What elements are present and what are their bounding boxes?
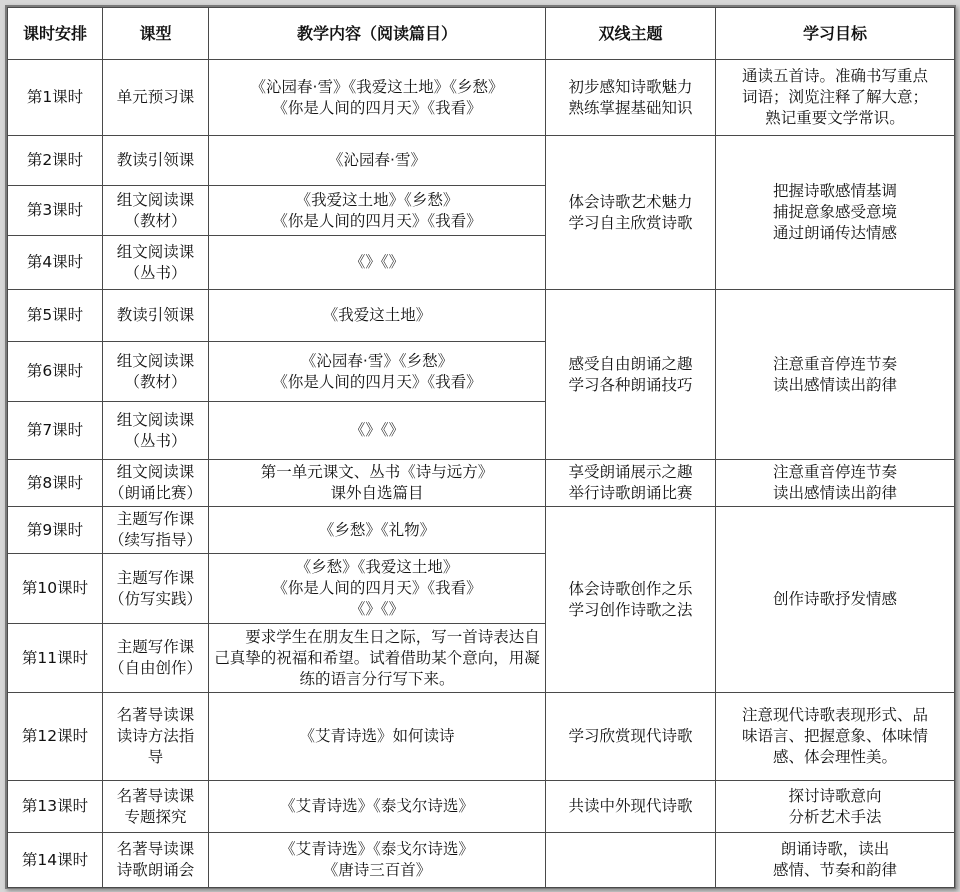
cell-type: 主题写作课 （自由创作） [103, 624, 209, 693]
table-row [8, 507, 955, 554]
cell-type: 名著导读课 诗歌朗诵会 [103, 833, 209, 888]
cell-goal: 注意现代诗歌表现形式、品 味语言、把握意象、体味情 感、体会理性美。 [716, 693, 955, 781]
cell-type: 名著导读课 读诗方法指 导 [103, 693, 209, 781]
header-goal: 学习目标 [716, 8, 955, 60]
cell-period: 第14课时 [8, 833, 103, 888]
cell-type: 组文阅读课 （教材） [103, 342, 209, 402]
cell-period: 第13课时 [8, 781, 103, 833]
lesson-plan-table-frame [5, 5, 956, 889]
table-row [8, 60, 955, 136]
cell-content: 《沁园春·雪》 [209, 136, 546, 186]
cell-theme [546, 833, 716, 888]
cell-period: 第3课时 [8, 186, 103, 236]
cell-goal: 注意重音停连节奏 读出感情读出韵律 [716, 460, 955, 507]
cell-content: 《乡愁》《我爱这土地》 《你是人间的四月天》《我看》 《》《》 [209, 554, 546, 624]
cell-theme: 感受自由朗诵之趣 学习各种朗诵技巧 [546, 290, 716, 460]
cell-content: 《我爱这土地》 [209, 290, 546, 342]
cell-theme: 共读中外现代诗歌 [546, 781, 716, 833]
cell-theme: 享受朗诵展示之趣 举行诗歌朗诵比赛 [546, 460, 716, 507]
cell-content: 《艾青诗选》《泰戈尔诗选》 《唐诗三百首》 [209, 833, 546, 888]
cell-content: 《艾青诗选》《泰戈尔诗选》 [209, 781, 546, 833]
cell-period: 第5课时 [8, 290, 103, 342]
cell-type: 名著导读课 专题探究 [103, 781, 209, 833]
cell-content: 《》《》 [209, 236, 546, 290]
cell-content: 要求学生在朋友生日之际，写一首诗表达自己真挚的祝福和希望。试着借助某个意向，用凝练的语言分行写下来。 [209, 624, 546, 693]
cell-content: 《我爱这土地》《乡愁》 《你是人间的四月天》《我看》 [209, 186, 546, 236]
header-type: 课型 [103, 8, 209, 60]
header-theme: 双线主题 [546, 8, 716, 60]
cell-period: 第11课时 [8, 624, 103, 693]
cell-period: 第9课时 [8, 507, 103, 554]
cell-theme: 学习欣赏现代诗歌 [546, 693, 716, 781]
lesson-plan-table [7, 7, 955, 888]
cell-content: 第一单元课文、丛书《诗与远方》 课外自选篇目 [209, 460, 546, 507]
cell-period: 第10课时 [8, 554, 103, 624]
cell-goal: 注意重音停连节奏 读出感情读出韵律 [716, 290, 955, 460]
table-row [8, 290, 955, 342]
cell-period: 第1课时 [8, 60, 103, 136]
cell-content: 《》《》 [209, 402, 546, 460]
cell-goal: 通读五首诗。准确书写重点 词语；浏览注释了解大意； 熟记重要文学常识。 [716, 60, 955, 136]
cell-period: 第12课时 [8, 693, 103, 781]
cell-period: 第8课时 [8, 460, 103, 507]
cell-period: 第6课时 [8, 342, 103, 402]
cell-goal: 创作诗歌抒发情感 [716, 507, 955, 693]
table-row [8, 693, 955, 781]
cell-period: 第2课时 [8, 136, 103, 186]
cell-content: 《沁园春·雪》《乡愁》 《你是人间的四月天》《我看》 [209, 342, 546, 402]
cell-type: 教读引领课 [103, 290, 209, 342]
cell-goal: 朗诵诗歌，读出 感情、节奏和韵律 [716, 833, 955, 888]
cell-content: 《乡愁》《礼物》 [209, 507, 546, 554]
table-row [8, 781, 955, 833]
cell-type: 组文阅读课 （朗诵比赛） [103, 460, 209, 507]
cell-type: 组文阅读课 （丛书） [103, 402, 209, 460]
cell-theme: 体会诗歌创作之乐 学习创作诗歌之法 [546, 507, 716, 693]
table-row [8, 136, 955, 186]
cell-goal: 探讨诗歌意向 分析艺术手法 [716, 781, 955, 833]
header-content: 教学内容（阅读篇目） [209, 8, 546, 60]
cell-type: 主题写作课 （仿写实践） [103, 554, 209, 624]
cell-theme: 体会诗歌艺术魅力 学习自主欣赏诗歌 [546, 136, 716, 290]
cell-type: 教读引领课 [103, 136, 209, 186]
cell-content: 《沁园春·雪》《我爱这土地》《乡愁》 《你是人间的四月天》《我看》 [209, 60, 546, 136]
table-row [8, 460, 955, 507]
cell-type: 单元预习课 [103, 60, 209, 136]
cell-type: 组文阅读课 （丛书） [103, 236, 209, 290]
table-row [8, 833, 955, 888]
cell-goal: 把握诗歌感情基调 捕捉意象感受意境 通过朗诵传达情感 [716, 136, 955, 290]
cell-content: 《艾青诗选》如何读诗 [209, 693, 546, 781]
header-row [8, 8, 955, 60]
header-period: 课时安排 [8, 8, 103, 60]
cell-type: 主题写作课 （续写指导） [103, 507, 209, 554]
cell-period: 第7课时 [8, 402, 103, 460]
cell-period: 第4课时 [8, 236, 103, 290]
cell-type: 组文阅读课 （教材） [103, 186, 209, 236]
cell-theme: 初步感知诗歌魅力 熟练掌握基础知识 [546, 60, 716, 136]
